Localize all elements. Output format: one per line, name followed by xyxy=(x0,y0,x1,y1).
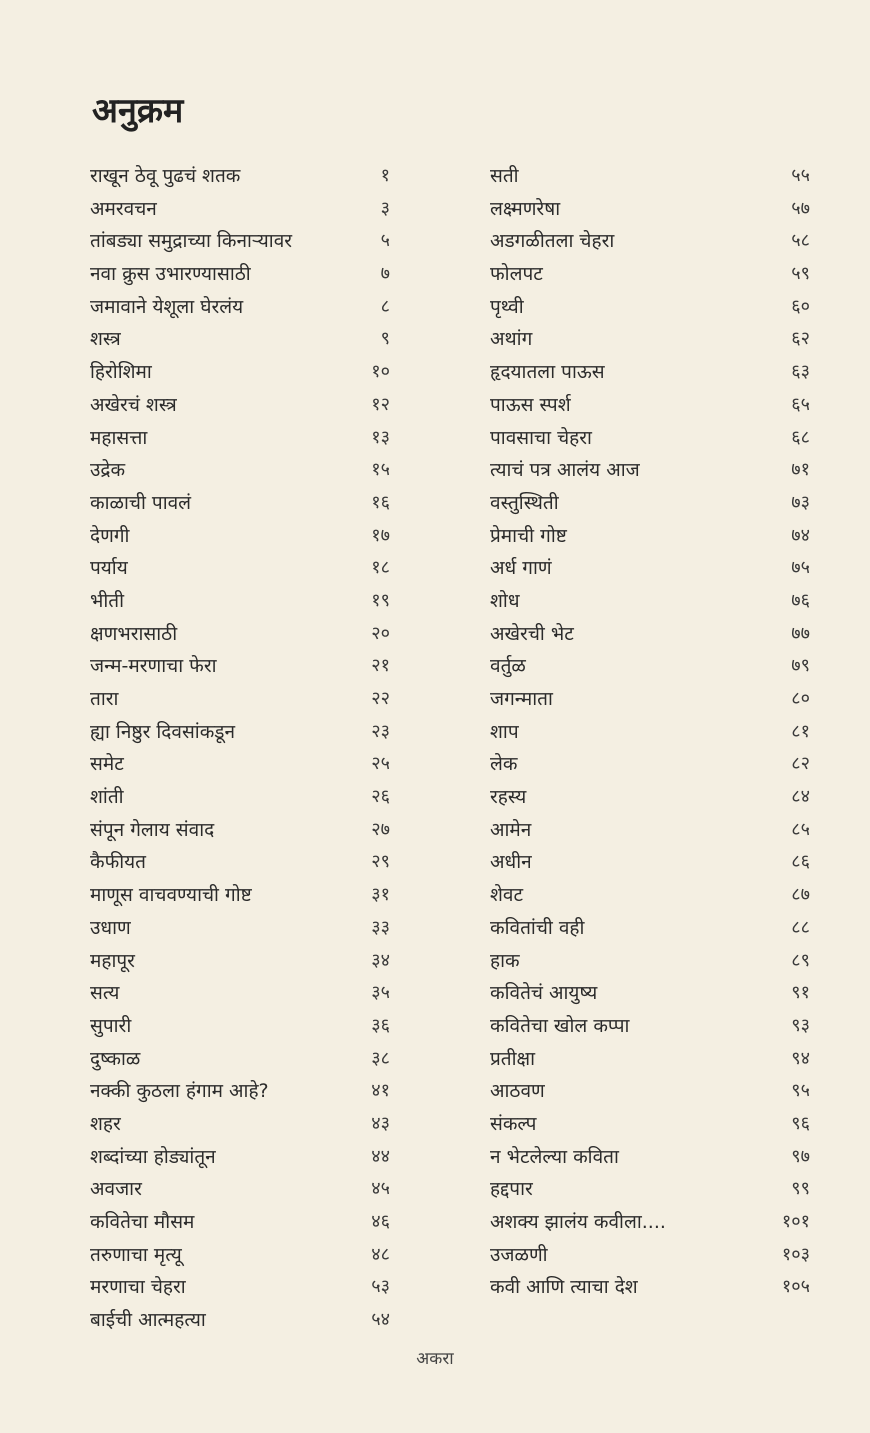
entry-page-number: ५७ xyxy=(791,197,810,219)
entry-title: रहस्य xyxy=(490,786,527,809)
toc-entry xyxy=(90,323,390,356)
toc-entry xyxy=(490,945,810,978)
entry-title: तांबड्या समुद्राच्या किनाऱ्यावर xyxy=(90,230,293,253)
toc-entry xyxy=(490,1108,810,1141)
entry-title: अशक्य झालंय कवीला.... xyxy=(490,1211,666,1233)
toc-entry xyxy=(90,912,390,945)
entry-page-number: २० xyxy=(371,622,390,644)
entry-title: फोलपट xyxy=(490,263,543,286)
toc-entry xyxy=(90,291,390,324)
toc-entry xyxy=(90,683,390,716)
entry-page-number: ९६ xyxy=(791,1112,810,1134)
toc-entry xyxy=(90,454,390,487)
entry-title: राखून ठेवू पुढचं शतक xyxy=(90,165,241,187)
entry-page-number: ८२ xyxy=(791,753,810,775)
entry-page-number: ८६ xyxy=(791,851,810,873)
entry-page-number: ८ xyxy=(380,295,390,317)
entry-title: लक्ष्मणरेषा xyxy=(490,197,561,220)
entry-page-number: ६० xyxy=(791,295,810,317)
entry-page-number: ७५ xyxy=(791,557,810,579)
entry-title: शस्त्र xyxy=(90,328,121,351)
toc-entry xyxy=(90,1043,390,1076)
entry-page-number: २३ xyxy=(371,720,390,742)
entry-page-number: २७ xyxy=(371,818,390,840)
entry-page-number: १०५ xyxy=(781,1276,810,1298)
entry-page-number: ८७ xyxy=(791,884,810,906)
entry-title: संपून गेलाय संवाद xyxy=(90,818,215,841)
toc-entry xyxy=(90,879,390,912)
toc-entry xyxy=(90,814,390,847)
toc-entry xyxy=(90,193,390,226)
toc-entry xyxy=(90,487,390,520)
entry-title: सुपारी xyxy=(90,1014,132,1037)
toc-entry xyxy=(490,781,810,814)
entry-title: अखेरची भेट xyxy=(490,622,574,645)
page-title: अनुक्रम xyxy=(92,91,184,131)
entry-page-number: ४१ xyxy=(371,1080,390,1102)
entry-page-number: ५४ xyxy=(371,1309,390,1331)
toc-entry xyxy=(490,1206,810,1239)
page-number-footer: अकरा xyxy=(416,1349,454,1369)
toc-entry xyxy=(490,193,810,226)
entry-page-number: १२ xyxy=(371,393,390,415)
entry-title: लेक xyxy=(490,753,518,776)
entry-page-number: ६२ xyxy=(791,328,810,350)
entry-page-number: ९५ xyxy=(791,1080,810,1102)
entry-title: जन्म-मरणाचा फेरा xyxy=(90,655,217,678)
entry-page-number: १० xyxy=(371,361,390,383)
entry-page-number: ७७ xyxy=(791,622,810,644)
entry-page-number: ७१ xyxy=(791,459,810,481)
entry-page-number: ७६ xyxy=(791,589,810,611)
toc-entry xyxy=(90,1141,390,1174)
entry-page-number: ९७ xyxy=(791,1145,810,1167)
entry-page-number: ६३ xyxy=(791,361,810,383)
entry-page-number: ३४ xyxy=(371,949,390,971)
toc-entry xyxy=(90,1206,390,1239)
entry-title: ह्या निष्ठुर दिवसांकडून xyxy=(90,720,236,743)
toc-entry xyxy=(490,683,810,716)
toc-entry xyxy=(90,160,390,193)
entry-title: अर्ध गाणं xyxy=(490,557,552,580)
entry-page-number: १ xyxy=(380,165,390,186)
toc-entry xyxy=(490,454,810,487)
entry-page-number: ६८ xyxy=(791,426,810,448)
entry-page-number: २२ xyxy=(371,688,390,709)
toc-entry xyxy=(490,879,810,912)
entry-title: कवितेचं आयुष्य xyxy=(490,982,598,1005)
entry-title: महासत्ता xyxy=(90,426,148,449)
toc-entry xyxy=(490,1010,810,1043)
entry-title: अधीन xyxy=(490,851,532,874)
toc-entry xyxy=(90,1304,390,1337)
entry-title: सती xyxy=(490,165,519,187)
entry-page-number: १७ xyxy=(371,524,390,546)
toc-entry xyxy=(90,520,390,553)
toc-entry xyxy=(90,356,390,389)
toc-entry xyxy=(490,912,810,945)
toc-entry xyxy=(90,389,390,422)
entry-title: तारा xyxy=(90,688,119,710)
toc-right-column xyxy=(490,160,810,1304)
toc-entry xyxy=(90,1108,390,1141)
entry-title: जमावाने येशूला घेरलंय xyxy=(90,295,244,318)
entry-title: जगन्माता xyxy=(490,688,553,710)
toc-entry xyxy=(90,781,390,814)
entry-title: माणूस वाचवण्याची गोष्ट xyxy=(90,884,252,907)
entry-page-number: ५८ xyxy=(791,230,810,252)
entry-page-number: ५३ xyxy=(371,1276,390,1298)
entry-title: अडगळीतला चेहरा xyxy=(490,230,615,253)
toc-entry xyxy=(490,1173,810,1206)
entry-title: हिरोशिमा xyxy=(90,361,152,384)
entry-page-number: ९१ xyxy=(791,982,810,1004)
entry-page-number: ६५ xyxy=(791,393,810,415)
entry-page-number: ८० xyxy=(791,688,810,709)
entry-title: अवजार xyxy=(90,1178,142,1201)
toc-entry xyxy=(490,618,810,651)
entry-page-number: ४३ xyxy=(371,1112,390,1134)
toc-entry xyxy=(490,846,810,879)
entry-page-number: ७ xyxy=(380,263,390,285)
entry-title: कवितेचा मौसम xyxy=(90,1211,195,1233)
toc-entry xyxy=(490,1271,810,1304)
entry-title: त्याचं पत्र आलंय आज xyxy=(490,459,640,482)
entry-title: शोध xyxy=(490,589,520,612)
toc-entry xyxy=(90,422,390,455)
toc-entry xyxy=(90,716,390,749)
toc-entry xyxy=(490,1239,810,1272)
toc-entry xyxy=(490,356,810,389)
entry-title: तरुणाचा मृत्यू xyxy=(90,1243,182,1266)
entry-title: आमेन xyxy=(490,818,532,841)
toc-entry xyxy=(90,748,390,781)
entry-page-number: २६ xyxy=(371,786,390,808)
toc-entry xyxy=(490,422,810,455)
toc-entry xyxy=(490,323,810,356)
toc-entry xyxy=(490,814,810,847)
entry-page-number: ४८ xyxy=(371,1243,390,1265)
entry-title: अथांग xyxy=(490,328,533,351)
entry-title: पृथ्वी xyxy=(490,295,524,318)
entry-page-number: ८४ xyxy=(791,786,810,808)
entry-page-number: १५ xyxy=(371,459,390,481)
entry-title: शब्दांच्या होड्यांतून xyxy=(90,1145,216,1168)
toc-entry xyxy=(490,160,810,193)
entry-title: शहर xyxy=(90,1112,121,1135)
toc-entry xyxy=(90,1173,390,1206)
entry-title: दुष्काळ xyxy=(90,1047,141,1070)
toc-entry xyxy=(490,1043,810,1076)
entry-page-number: ८५ xyxy=(791,818,810,840)
toc-entry xyxy=(90,225,390,258)
toc-entry xyxy=(90,1271,390,1304)
toc-entry xyxy=(490,1141,810,1174)
entry-title: उद्रेक xyxy=(90,459,126,482)
entry-title: शेवट xyxy=(490,884,524,907)
entry-page-number: ५९ xyxy=(791,263,810,285)
entry-title: अमरवचन xyxy=(90,197,157,220)
entry-title: अखेरचं शस्त्र xyxy=(90,393,177,416)
toc-entry xyxy=(490,225,810,258)
entry-page-number: १८ xyxy=(371,557,390,579)
toc-entry xyxy=(90,977,390,1010)
entry-title: बाईची आत्महत्या xyxy=(90,1309,206,1332)
entry-page-number: १०३ xyxy=(781,1243,810,1265)
toc-entry xyxy=(90,585,390,618)
toc-entry xyxy=(490,585,810,618)
entry-title: आठवण xyxy=(490,1080,545,1103)
entry-page-number: १०१ xyxy=(781,1211,810,1232)
entry-title: वस्तुस्थिती xyxy=(490,491,559,514)
entry-title: सत्य xyxy=(90,982,120,1005)
toc-entry xyxy=(90,846,390,879)
toc-entry xyxy=(90,1010,390,1043)
entry-title: प्रतीक्षा xyxy=(490,1047,536,1070)
entry-page-number: ८८ xyxy=(791,916,810,938)
entry-title: देणगी xyxy=(90,524,130,547)
entry-title: पर्याय xyxy=(90,557,128,580)
entry-title: प्रेमाची गोष्ट xyxy=(490,524,567,547)
toc-entry xyxy=(490,552,810,585)
entry-page-number: १६ xyxy=(371,491,390,513)
entry-title: हाक xyxy=(490,949,520,972)
entry-page-number: ५५ xyxy=(791,165,810,186)
toc-entry xyxy=(490,650,810,683)
toc-entry xyxy=(90,945,390,978)
toc-entry xyxy=(490,291,810,324)
toc-entry xyxy=(90,650,390,683)
entry-page-number: ७९ xyxy=(791,655,810,677)
entry-title: कैफीयत xyxy=(90,851,147,874)
entry-page-number: ४६ xyxy=(371,1211,390,1232)
entry-title: भीती xyxy=(90,589,125,612)
entry-page-number: ७३ xyxy=(791,491,810,513)
entry-title: उजळणी xyxy=(490,1243,548,1266)
entry-title: समेट xyxy=(90,753,124,776)
toc-entry xyxy=(490,389,810,422)
entry-title: उधाण xyxy=(90,916,131,939)
entry-page-number: १३ xyxy=(371,426,390,448)
entry-page-number: ३५ xyxy=(371,982,390,1004)
entry-page-number: ४५ xyxy=(371,1178,390,1200)
entry-page-number: ५ xyxy=(380,230,390,252)
entry-title: नक्की कुठला हंगाम आहे? xyxy=(90,1080,269,1103)
entry-title: संकल्प xyxy=(490,1112,537,1135)
entry-page-number: ९ xyxy=(380,328,390,350)
entry-page-number: ३८ xyxy=(371,1047,390,1069)
entry-page-number: ८९ xyxy=(791,949,810,971)
toc-entry xyxy=(490,258,810,291)
toc-entry xyxy=(90,618,390,651)
entry-title: हद्दपार xyxy=(490,1178,533,1201)
entry-title: कवितेचा खोल कप्पा xyxy=(490,1014,630,1037)
entry-title: काळाची पावलं xyxy=(90,491,192,514)
entry-page-number: २५ xyxy=(371,753,390,775)
entry-page-number: ९३ xyxy=(791,1014,810,1036)
entry-page-number: ४४ xyxy=(371,1145,390,1167)
toc-entry xyxy=(90,258,390,291)
entry-title: पाऊस स्पर्श xyxy=(490,393,571,416)
entry-title: पावसाचा चेहरा xyxy=(490,426,592,449)
entry-title: न भेटलेल्या कविता xyxy=(490,1145,619,1168)
entry-title: कवी आणि त्याचा देश xyxy=(490,1276,638,1299)
toc-entry xyxy=(490,748,810,781)
entry-page-number: ९९ xyxy=(791,1178,810,1200)
entry-page-number: ३ xyxy=(380,197,390,219)
toc-entry xyxy=(90,552,390,585)
toc-entry xyxy=(90,1239,390,1272)
entry-page-number: २१ xyxy=(371,655,390,677)
toc-entry xyxy=(90,1075,390,1108)
entry-page-number: ९४ xyxy=(791,1047,810,1069)
entry-page-number: ३६ xyxy=(371,1014,390,1036)
entry-page-number: ८१ xyxy=(791,720,810,742)
entry-page-number: ७४ xyxy=(791,524,810,546)
toc-entry xyxy=(490,1075,810,1108)
entry-page-number: ३१ xyxy=(371,884,390,906)
entry-title: शांती xyxy=(90,786,124,809)
toc-left-column xyxy=(90,160,390,1337)
toc-entry xyxy=(490,487,810,520)
entry-page-number: १९ xyxy=(371,589,390,611)
entry-title: हृदयातला पाऊस xyxy=(490,361,605,384)
entry-title: नवा क्रुस उभारण्यासाठी xyxy=(90,263,251,286)
toc-entry xyxy=(490,716,810,749)
entry-title: क्षणभरासाठी xyxy=(90,622,178,645)
entry-title: वर्तुळ xyxy=(490,655,526,678)
entry-title: कवितांची वही xyxy=(490,916,585,939)
toc-entry xyxy=(490,977,810,1010)
entry-title: मरणाचा चेहरा xyxy=(90,1276,186,1299)
entry-title: महापूर xyxy=(90,949,135,972)
toc-entry xyxy=(490,520,810,553)
entry-title: शाप xyxy=(490,720,519,743)
entry-page-number: ३३ xyxy=(371,916,390,938)
entry-page-number: २९ xyxy=(371,851,390,873)
